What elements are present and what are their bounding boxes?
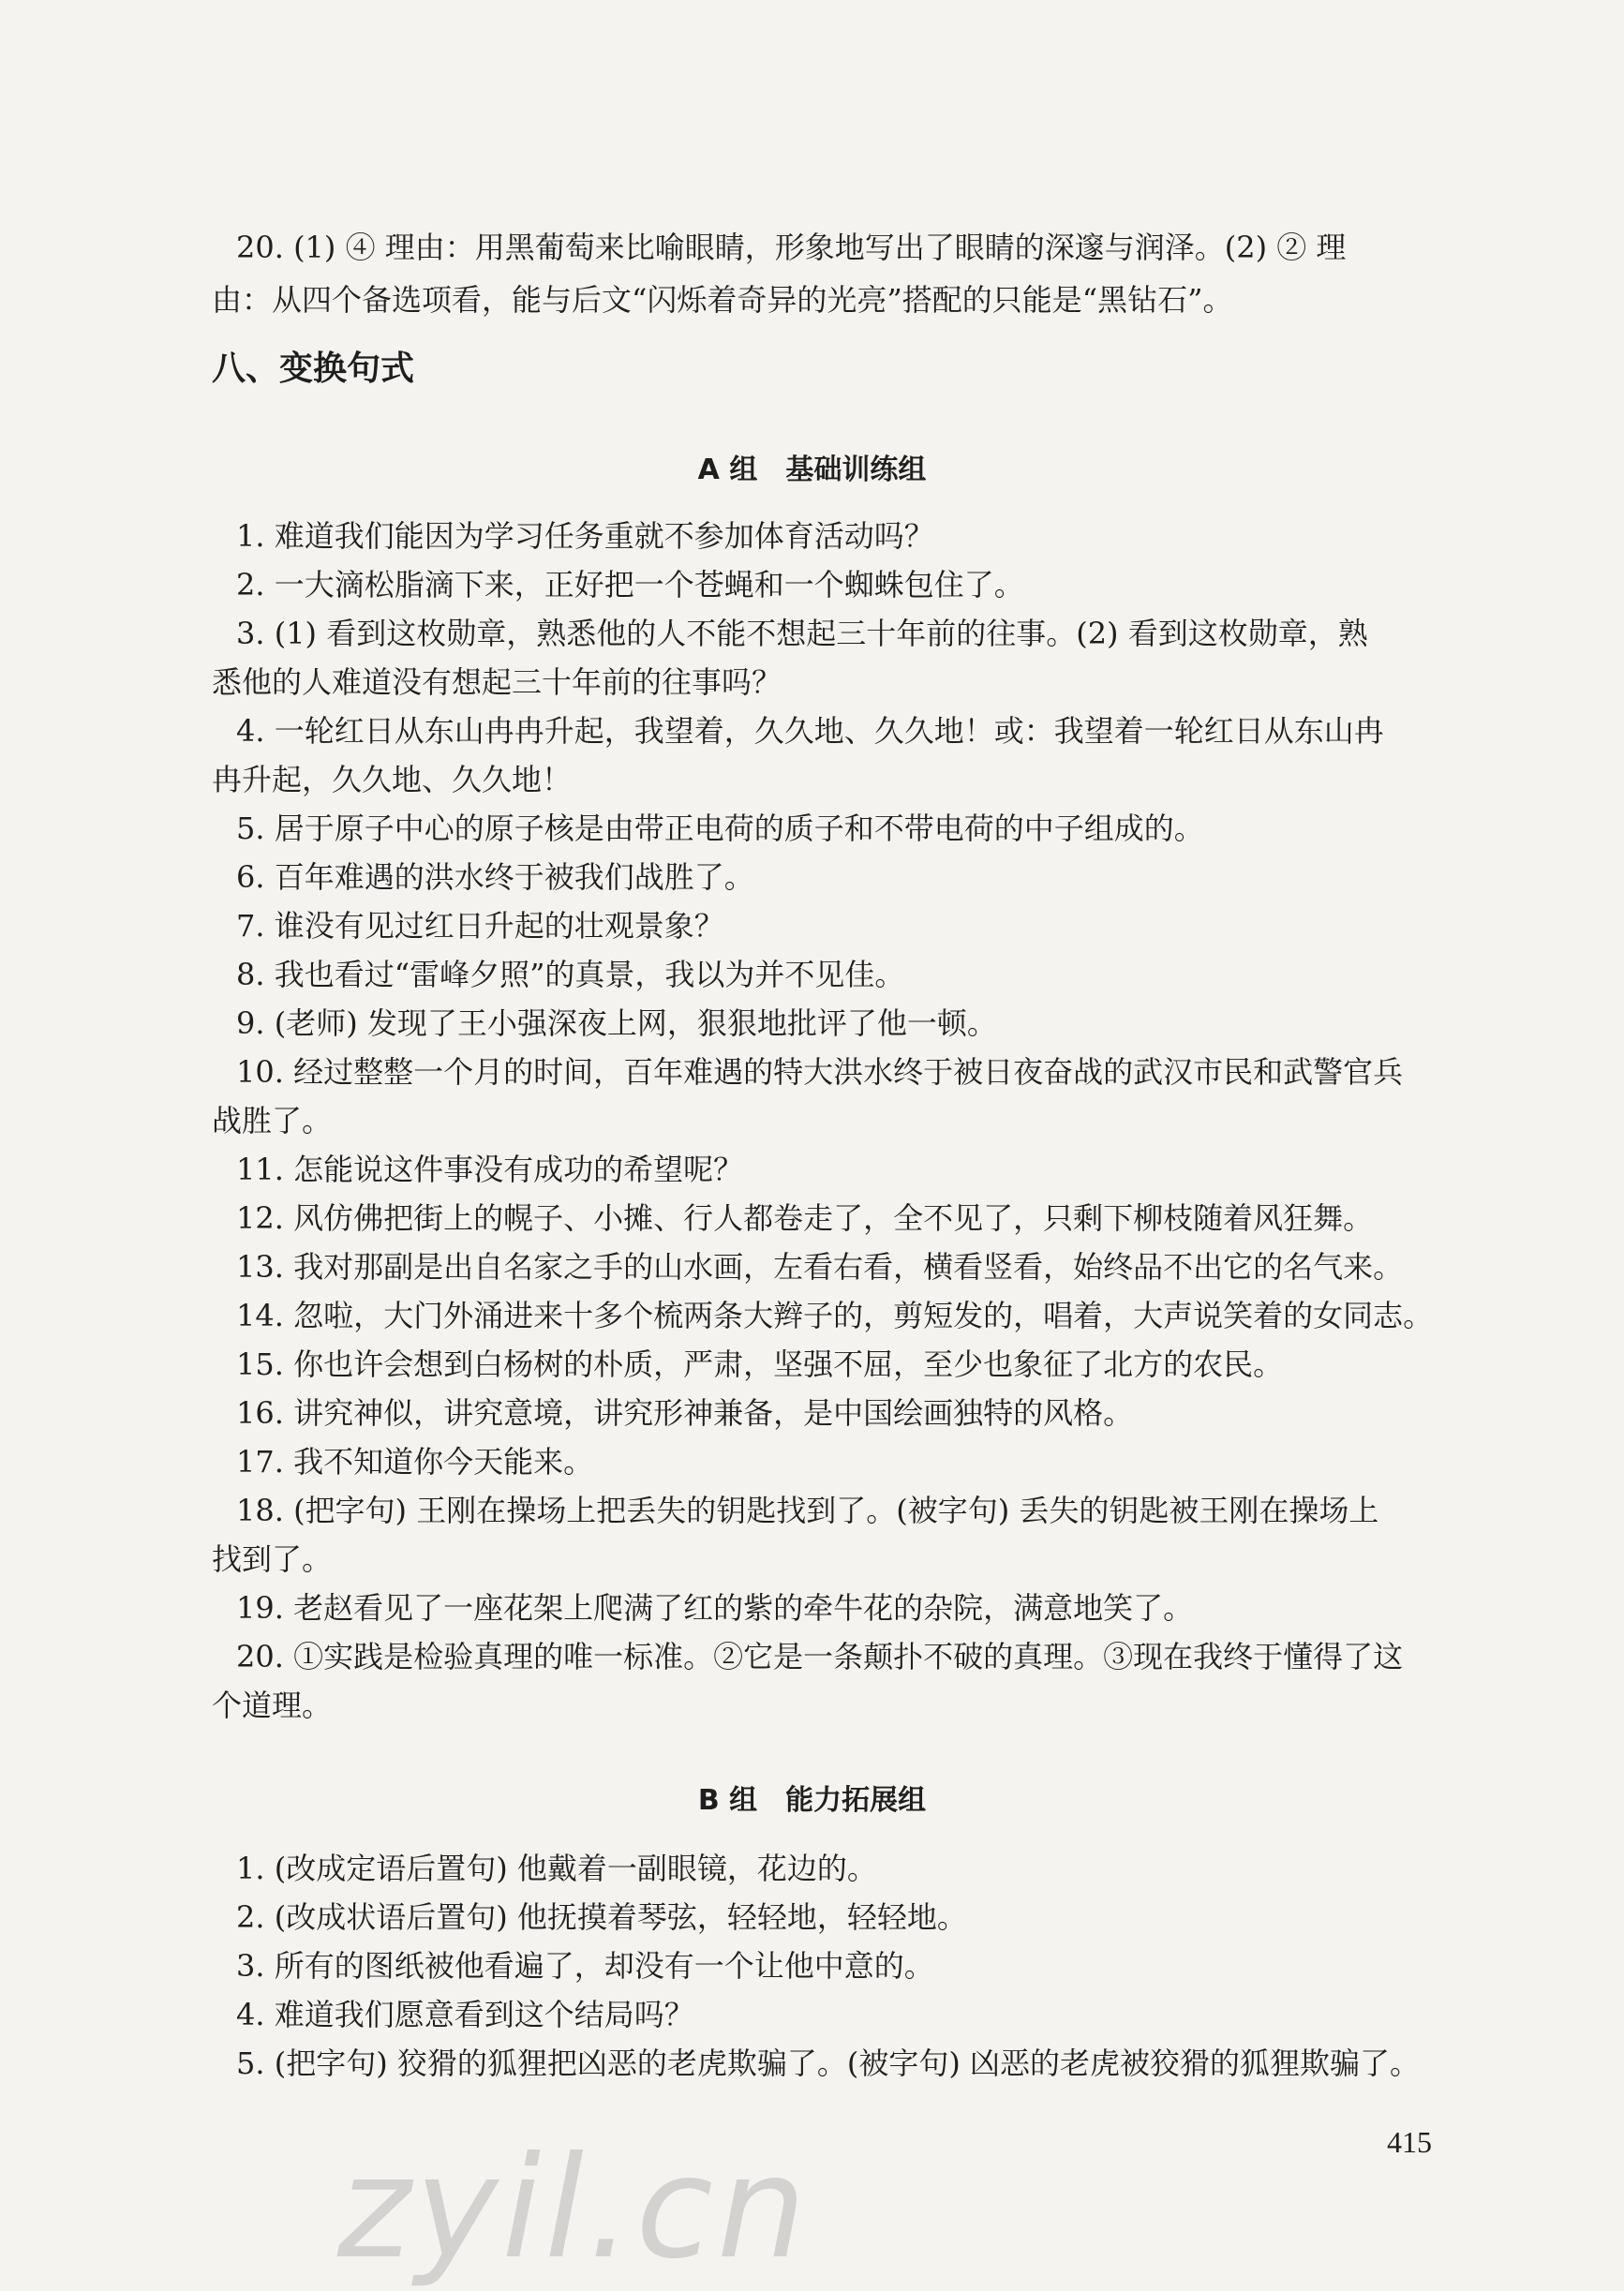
list-item: 2. 一大滴松脂滴下来，正好把一个苍蝇和一个蜘蛛包住了。 <box>236 567 1024 603</box>
list-item: 2. (改成状语后置句) 他抚摸着琴弦，轻轻地，轻轻地。 <box>236 1899 967 1935</box>
group-a-title: A 组 基础训练组 <box>697 454 927 486</box>
list-item: 6. 百年难遇的洪水终于被我们战胜了。 <box>236 859 754 895</box>
intro-line-1: 20. (1) ④ 理由：用黑葡萄来比喻眼睛，形象地写出了眼睛的深邃与润泽。(2) ② 理 <box>236 230 1347 265</box>
list-item: 战胜了。 <box>212 1103 333 1138</box>
section-title: 八、变换句式 <box>212 350 415 388</box>
list-item: 13. 我对那副是出自名家之手的山水画，左看右看，横看竖看，始终品不出它的名气来。 <box>236 1249 1404 1285</box>
list-item: 7. 谁没有见过红日升起的壮观景象？ <box>236 908 724 944</box>
list-item: 12. 风仿佛把街上的幌子、小摊、行人都卷走了，全不见了，只剩下柳枝随着风狂舞。 <box>236 1200 1374 1236</box>
list-item: 11. 怎能说这件事没有成功的希望呢？ <box>236 1152 744 1187</box>
list-item: 15. 你也许会想到白杨树的朴质，严肃，坚强不屈，至少也象征了北方的农民。 <box>236 1346 1284 1382</box>
group-b-title: B 组 能力拓展组 <box>697 1784 927 1817</box>
list-item: 个道理。 <box>212 1688 333 1723</box>
intro-line-2: 由：从四个备选项看，能与后文“闪烁着奇异的光亮”搭配的只能是“黑钻石”。 <box>212 282 1233 318</box>
list-item: 找到了。 <box>212 1541 333 1577</box>
list-item: 1. 难道我们能因为学习任务重就不参加体育活动吗？ <box>236 518 934 554</box>
list-item: 16. 讲究神似，讲究意境，讲究形神兼备，是中国绘画独特的风格。 <box>236 1395 1134 1431</box>
list-item: 20. ①实践是检验真理的唯一标准。②它是一条颠扑不破的真理。③现在我终于懂得了这 <box>236 1639 1404 1674</box>
list-item: 9. (老师) 发现了王小强深夜上网，狠狠地批评了他一顿。 <box>236 1005 997 1041</box>
page-number: 415 <box>1387 2125 1432 2159</box>
list-item: 3. 所有的图纸被他看遍了，却没有一个让他中意的。 <box>236 1948 934 1984</box>
list-item: 10. 经过整整一个月的时间，百年难遇的特大洪水终于被日夜奋战的武汉市民和武警官兵 <box>236 1054 1404 1090</box>
list-item: 17. 我不知道你今天能来。 <box>236 1444 594 1480</box>
list-item: 14. 忽啦，大门外涌进来十多个梳两条大辫子的，剪短发的，唱着，大声说笑着的女同志。 <box>236 1298 1434 1333</box>
watermark: zyil.cn <box>337 2127 811 2290</box>
list-item: 1. (改成定语后置句) 他戴着一副眼镜，花边的。 <box>236 1851 877 1886</box>
list-item: 4. 难道我们愿意看到这个结局吗？ <box>236 1997 694 2032</box>
list-item: 5. 居于原子中心的原子核是由带正电荷的质子和不带电荷的中子组成的。 <box>236 811 1204 846</box>
list-item: 8. 我也看过“雷峰夕照”的真景，我以为并不见佳。 <box>236 957 905 992</box>
list-item: 18. (把字句) 王刚在操场上把丢失的钥匙找到了。(被字句) 丢失的钥匙被王刚在操场上 <box>236 1493 1379 1528</box>
list-item: 19. 老赵看见了一座花架上爬满了红的紫的牵牛花的杂院，满意地笑了。 <box>236 1590 1194 1626</box>
list-item: 5. (把字句) 狡猾的狐狸把凶恶的老虎欺骗了。(被字句) 凶恶的老虎被狡猾的狐狸欺骗了。 <box>236 2046 1420 2081</box>
list-item: 冉升起，久久地、久久地！ <box>212 762 573 797</box>
list-item: 悉他的人难道没有想起三十年前的往事吗？ <box>212 664 782 700</box>
list-item: 3. (1) 看到这枚勋章，熟悉他的人不能不想起三十年前的往事。(2) 看到这枚勋章，熟 <box>236 616 1368 651</box>
list-item: 4. 一轮红日从东山冉冉升起，我望着，久久地、久久地！或：我望着一轮红日从东山冉 <box>236 713 1384 749</box>
